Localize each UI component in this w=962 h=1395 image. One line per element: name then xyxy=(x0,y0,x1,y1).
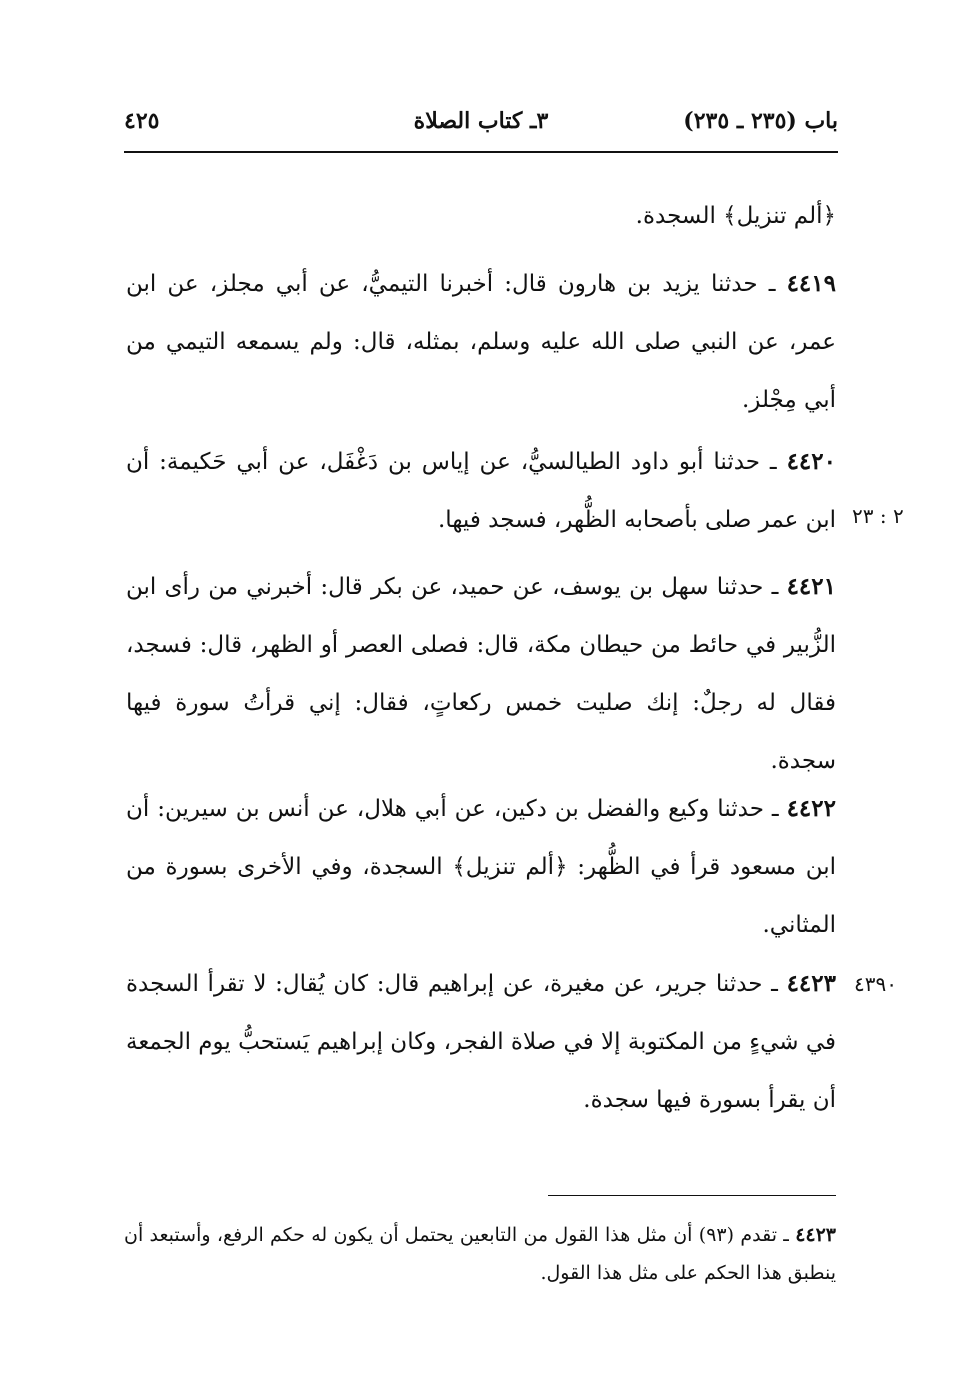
hadith-number: ٤٤٢٠ xyxy=(786,448,836,475)
hadith-number: ٤٤٢١ xyxy=(786,573,836,600)
hadith-4419 xyxy=(126,255,836,429)
hadith-4423 xyxy=(126,955,836,1129)
page-number: ٤٢٥ xyxy=(124,108,160,134)
footnote-number: ٤٤٢٣ xyxy=(795,1224,837,1246)
margin-reference: ٤٣٩٠ xyxy=(854,972,897,996)
margin-reference: ٢ : ٢٣ xyxy=(852,504,904,528)
page-header xyxy=(124,108,838,148)
hadith-text: ـ حدثنا جرير، عن مغيرة، عن إبراهيم قال: كان يُقال: لا تقرأ السجدة في شيءٍ من المكتوبة إلا في صلاة الفجر، وكان إبراهيم يَستحبُّ يوم الجمعة أن يقرأ بسورة فيها سجدة. xyxy=(126,971,836,1113)
hadith-text: ـ حدثنا وكيع والفضل بن دكين، عن أبي هلال، عن أنس بن سيرين: أن ابن مسعود قرأ في الظُّهر: ﴿ألم تنزيل﴾ السجدة، وفي الأخرى بسورة من المثاني. xyxy=(126,796,836,938)
hadith-number: ٤٤٢٢ xyxy=(786,795,836,822)
hadith-4422 xyxy=(126,780,836,954)
footnote-divider xyxy=(548,1195,836,1196)
paragraph-text: ﴿ألم تنزيل﴾ السجدة. xyxy=(635,203,836,229)
chapter-title: باب (٢٣٥ ـ ٢٣٥) xyxy=(683,108,838,134)
hadith-text: ـ حدثنا سهل بن يوسف، عن حميد، عن بكر قال: أخبرني من رأى ابن الزُّبير في حائط من حيطان مكة، قال: فصلى العصر أو الظهر، قال: فسجد، فقال له رجلٌ: إنك صليت خمس ركعاتٍ، فقال: إني قرأتُ سورة فيها سجدة. xyxy=(126,574,836,774)
hadith-4420 xyxy=(126,433,836,549)
footnote-text: ـ تقدم (٩٣) أن مثل هذا القول من التابعين يحتمل أن يكون له حكم الرفع، وأستبعد أن ينطبق هذا الحكم على مثل هذا القول. xyxy=(124,1224,836,1284)
hadith-text: ـ حدثنا أبو داود الطيالسيُّ، عن إياس بن دَغْفَل، عن أبي حَكيمة: أن ابن عمر صلى بأصحابه الظُّهر، فسجد فيها. xyxy=(126,449,836,533)
hadith-4421 xyxy=(126,558,836,790)
footnote xyxy=(124,1216,836,1292)
header-divider xyxy=(124,151,838,153)
paragraph-continuation xyxy=(126,187,836,245)
hadith-number: ٤٤٢٣ xyxy=(786,970,836,997)
hadith-number: ٤٤١٩ xyxy=(786,270,836,297)
hadith-text: ـ حدثنا يزيد بن هارون قال: أخبرنا التيميُّ، عن أبي مجلز، عن ابن عمر، عن النبي صلى الله عليه وسلم، بمثله، قال: ولم يسمعه التيمي من أبي مِجْلز. xyxy=(126,271,836,413)
book-title: ٣ـ كتاب الصلاة xyxy=(413,108,549,134)
